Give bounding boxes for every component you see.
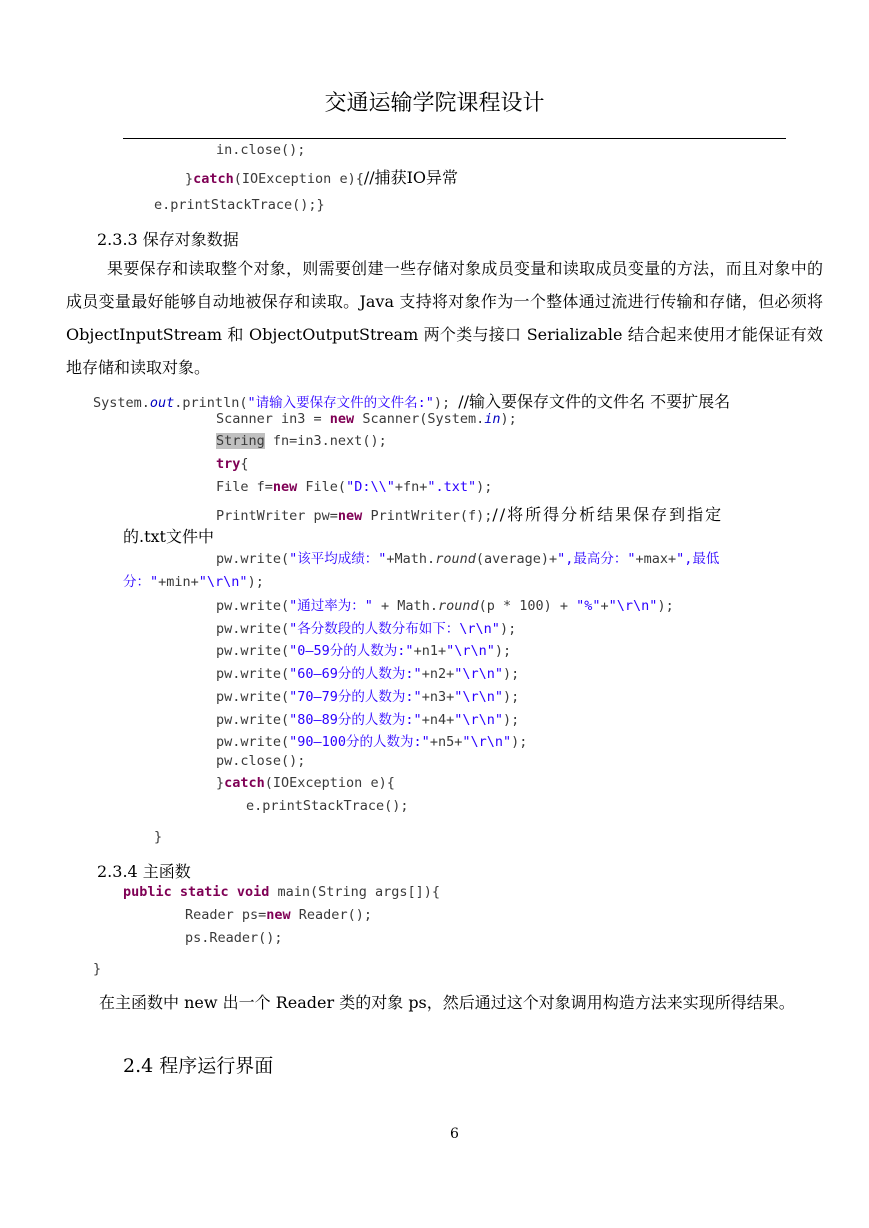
code-token: Scanner(System. [354,411,485,427]
code-comment: //将所得分析结果保存到指定 [492,505,724,524]
code-string: "\r\n" [462,734,512,750]
code-line [216,617,516,637]
code-line: in.close(); [216,142,306,158]
code-token: Scanner in3 = [216,411,330,427]
code-keyword: try [216,456,241,472]
code-token: } [216,775,225,791]
code-line [123,570,264,590]
code-token: System. [93,395,150,411]
code-token: ); [502,712,520,728]
code-token: ); [476,479,493,495]
code-keyword: new [337,508,363,524]
code-string: "该平均成绩：" [289,551,387,567]
code-line: ps.Reader(); [185,930,283,946]
code-string: "60—69分的人数为:" [289,666,422,682]
code-string: "D:\\" [346,479,395,495]
code-token: Reader ps= [185,907,267,923]
code-line [216,639,511,659]
section-heading: 2.3.3 保存对象数据 [97,230,239,249]
body-paragraph [66,252,823,384]
code-string: "请输入要保存文件的文件名:" [247,395,434,411]
code-token: +min+ [158,574,199,590]
code-token: fn=in3.next(); [264,433,387,449]
code-string: 分：" [123,574,159,590]
code-line [216,502,723,525]
code-token: +fn+ [394,479,428,495]
code-token: pw.write( [216,689,290,705]
code-static-field: in [484,411,501,427]
code-line [216,708,519,728]
code-token: (IOException e){ [233,171,364,187]
code-token: ); [511,734,528,750]
code-string: "\r\n" [454,712,503,728]
code-token: pw.write( [216,551,290,567]
code-string: "70—79分的人数为:" [289,689,422,705]
code-token: File f= [216,479,273,495]
body-paragraph: 在主函数中 new 出一个 Reader 类的对象 ps，然后通过这个对象调用构造方法来实现所得结果。 [99,993,795,1012]
code-string: ",最低 [676,551,720,567]
code-token: +n4+ [421,712,455,728]
code-line: pw.close(); [216,753,306,769]
code-token: + [600,598,609,614]
code-token: PrintWriter(f); [362,508,493,524]
code-token: +n3+ [421,689,455,705]
code-keyword: public [123,884,172,900]
code-line [216,775,395,791]
code-line [216,662,519,682]
code-token: +max+ [635,551,677,567]
code-keyword: void [236,884,270,900]
code-line [216,456,249,472]
code-string: "90—100分的人数为:" [289,734,430,750]
code-string: "\r\n" [608,598,658,614]
code-keyword: new [329,411,355,427]
code-token: ); [499,621,517,637]
code-line: } [93,961,102,977]
code-token: pw.write( [216,643,290,659]
page-header-title: 交通运输学院课程设计 [324,91,545,116]
code-token: pw.write( [216,598,290,614]
code-string: "0—59分的人数为:" [289,643,414,659]
code-token: } [185,171,194,187]
code-token: pw.write( [216,712,290,728]
code-string: "\r\n" [198,574,248,590]
code-line [185,165,458,188]
code-line: e.printStackTrace();} [154,197,325,213]
code-token: pw.write( [216,666,290,682]
code-token: ); [247,574,264,590]
code-comment: //捕获IO异常 [363,168,459,187]
code-line [185,907,372,923]
code-method: round [437,598,479,614]
code-line: e.printStackTrace(); [246,798,409,814]
section-heading: 2.4 程序运行界面 [123,1055,274,1077]
code-token: (average)+ [475,551,558,567]
code-token: main(String args[]){ [269,884,441,900]
code-token: ); [433,395,459,411]
code-keyword: catch [193,171,234,187]
code-comment: //输入要保存文件的文件名 不要扩展名 [458,392,731,411]
code-token: + Math. [372,598,438,614]
code-token: Reader(); [290,907,372,923]
code-string: "\r\n" [446,643,495,659]
code-token: pw.write( [216,621,290,637]
code-line [216,730,527,750]
code-string: ",最高分：" [557,551,636,567]
code-string: "各分数段的人数分布如下：\r\n" [289,621,500,637]
code-token: { [240,456,249,472]
code-line [216,594,674,614]
code-method: round [435,551,476,567]
code-token: +n1+ [413,643,447,659]
code-line [216,685,519,705]
code-token: +n5+ [429,734,463,750]
page-number: 6 [450,1126,459,1142]
code-token: +n2+ [421,666,455,682]
code-line [216,547,719,567]
code-line [216,411,517,427]
paragraph-text: 果要保存和读取整个对象，则需要创建一些存储对象成员变量和读取成员变量的方法，而且对象中的成员变量最好能够自动地被保存和读取。Java 支持将对象作为一个整体通过流进行传输和存储，但必须将 ObjectInputStream 和 ObjectOutputStream 两个类与接口 Serializable 结合起来使用才能保证有效地存储和读取对象。 [66,259,823,377]
code-token: (IOException e){ [264,775,395,791]
code-keyword: new [266,907,291,923]
code-token: pw.write( [216,734,290,750]
code-token: .println( [174,395,248,411]
code-line: } [154,829,163,845]
code-line [123,884,440,900]
code-token: ); [502,666,520,682]
code-token: (p * 100) + [478,598,577,614]
code-token: ); [657,598,674,614]
code-line [216,479,492,495]
code-string: "\r\n" [454,689,503,705]
section-heading: 2.3.4 主函数 [97,862,191,881]
code-token: ); [494,643,512,659]
code-token: ); [502,689,520,705]
code-highlight: String [216,433,265,449]
code-token: PrintWriter pw= [216,508,338,524]
code-keyword: catch [224,775,265,791]
code-keyword: new [272,479,298,495]
code-string: ".txt" [427,479,477,495]
code-line [216,433,387,449]
code-string: "80—89分的人数为:" [289,712,422,728]
code-string: "%" [576,598,601,614]
code-comment-wrap: 的.txt文件中 [123,527,214,546]
code-line [93,389,730,412]
code-static-field: out [149,395,175,411]
code-keyword: static [179,884,229,900]
code-token: +Math. [386,551,436,567]
code-token: File( [297,479,347,495]
code-string: "\r\n" [454,666,503,682]
code-token: ); [500,411,517,427]
header-rule [123,138,786,139]
code-string: "通过率为：" [289,598,373,614]
